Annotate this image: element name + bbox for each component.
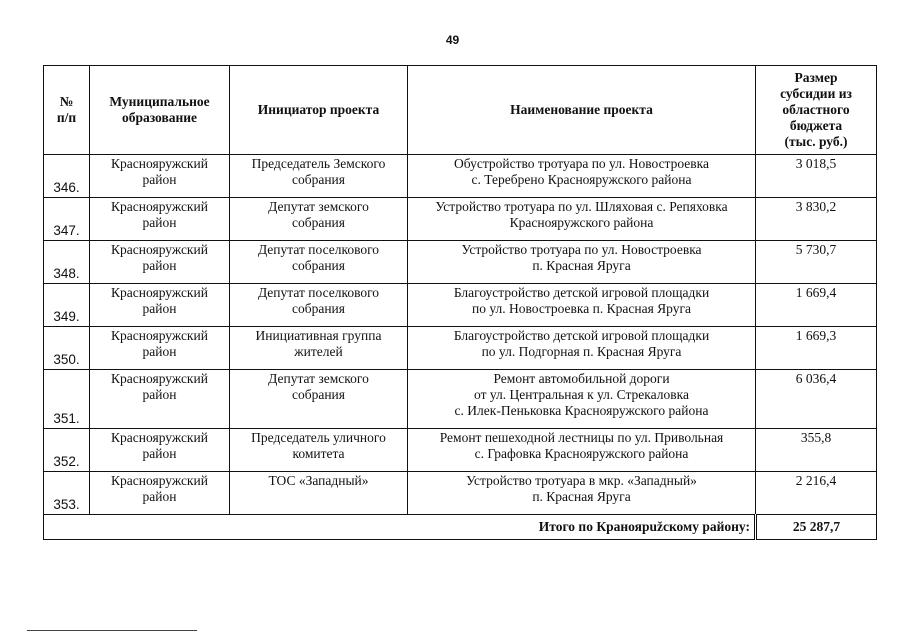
footer-divider (27, 630, 197, 631)
row-project: Обустройство тротуара по ул. Новостроевка с. Теребрено Краснояружского района (408, 155, 756, 198)
row-initiator: Инициативная группа жителей (230, 327, 408, 370)
row-initiator: Депутат поселкового собрания (230, 284, 408, 327)
table-row (44, 370, 877, 429)
row-municipality: Краснояружский район (90, 472, 230, 515)
row-number: 353. (44, 472, 90, 515)
row-initiator: Депутат поселкового собрания (230, 241, 408, 284)
row-municipality: Краснояружский район (90, 327, 230, 370)
row-number: 348. (44, 241, 90, 284)
row-project: Ремонт автомобильной дороги от ул. Центральная к ул. Стрекаловка с. Илек-Пеньковка Краснояружского района (408, 370, 756, 429)
row-municipality: Краснояружский район (90, 198, 230, 241)
row-subsidy: 355,8 (756, 429, 877, 472)
table-row (44, 327, 877, 370)
row-municipality: Краснояружский район (90, 284, 230, 327)
row-number: 346. (44, 155, 90, 198)
row-project: Ремонт пешеходной лестницы по ул. Привольная с. Графовка Краснояружского района (408, 429, 756, 472)
table-row (44, 284, 877, 327)
row-initiator: Депутат земского собрания (230, 370, 408, 429)
row-project: Благоустройство детской игровой площадки по ул. Подгорная п. Красная Яруга (408, 327, 756, 370)
row-municipality: Краснояружский район (90, 429, 230, 472)
row-initiator: Председатель уличного комитета (230, 429, 408, 472)
subsidy-table (43, 65, 877, 540)
table-row (44, 472, 877, 515)
table-row (44, 155, 877, 198)
row-municipality: Краснояружский район (90, 155, 230, 198)
row-number: 347. (44, 198, 90, 241)
row-municipality: Краснояружский район (90, 370, 230, 429)
table-row (44, 429, 877, 472)
header-initiator: Инициатор проекта (230, 66, 408, 155)
table-row (44, 198, 877, 241)
row-project: Благоустройство детской игровой площадки по ул. Новостроевка п. Красная Яруга (408, 284, 756, 327)
row-subsidy: 3 018,5 (756, 155, 877, 198)
total-label: Итого по Краноярužскому району: (44, 515, 756, 540)
row-initiator: Депутат земского собрания (230, 198, 408, 241)
page-number: 49 (445, 33, 460, 47)
row-number: 349. (44, 284, 90, 327)
header-project: Наименование проекта (408, 66, 756, 155)
row-subsidy: 6 036,4 (756, 370, 877, 429)
header-municipality: Муниципальное образование (90, 66, 230, 155)
total-row (44, 515, 877, 540)
row-subsidy: 1 669,3 (756, 327, 877, 370)
row-project: Устройство тротуара в мкр. «Западный» п. Красная Яруга (408, 472, 756, 515)
row-municipality: Краснояружский район (90, 241, 230, 284)
row-number: 350. (44, 327, 90, 370)
row-subsidy: 5 730,7 (756, 241, 877, 284)
row-subsidy: 2 216,4 (756, 472, 877, 515)
row-number: 351. (44, 370, 90, 429)
row-initiator: ТОС «Западный» (230, 472, 408, 515)
table-header-row (44, 66, 877, 155)
row-initiator: Председатель Земского собрания (230, 155, 408, 198)
row-subsidy: 1 669,4 (756, 284, 877, 327)
table-row (44, 241, 877, 284)
header-subsidy: Размер субсидии из областного бюджета (тыс. руб.) (756, 66, 877, 155)
header-num: № п/п (44, 66, 90, 155)
row-number: 352. (44, 429, 90, 472)
total-value: 25 287,7 (756, 515, 877, 540)
row-project: Устройство тротуара по ул. Шляховая с. Репяховка Краснояружского района (408, 198, 756, 241)
row-project: Устройство тротуара по ул. Новостроевка п. Красная Яруга (408, 241, 756, 284)
row-subsidy: 3 830,2 (756, 198, 877, 241)
